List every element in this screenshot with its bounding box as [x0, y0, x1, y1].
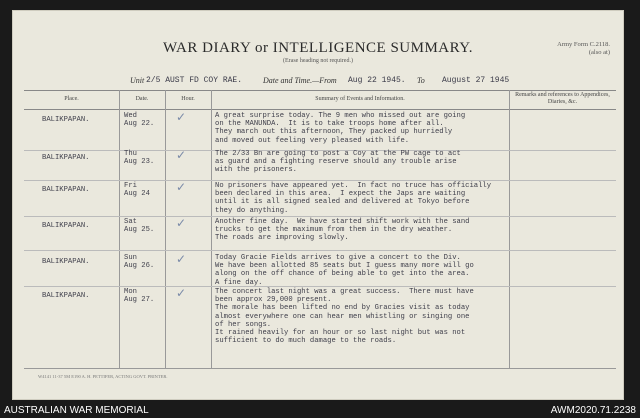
summary-line: trucks to get the maximum from them in the dry weather.	[215, 226, 453, 235]
summary-line: The 2/33 Bn are going to post a Coy at the PW cage to act	[215, 150, 461, 158]
summary-line: almost everywhere one can hear men whistling or singing one	[215, 312, 470, 321]
summary-line: Another fine day. We have started shift work with the sand	[215, 218, 470, 226]
summary-line: of her songs.	[215, 320, 272, 329]
entry-day: Mon	[124, 288, 137, 296]
handwritten-tick-icon: ✓	[176, 110, 187, 124]
column-divider	[165, 90, 166, 368]
diary-page	[12, 10, 624, 400]
handwritten-tick-icon: ✓	[176, 216, 187, 230]
row-divider	[24, 286, 616, 287]
army-form-line: Army Form C.2118.	[557, 41, 610, 48]
entry-date: Aug 27.	[124, 296, 155, 304]
unit-label: Unit	[130, 76, 145, 85]
summary-line: It rained heavily for an hour or so last night but was not	[215, 329, 466, 337]
summary-line: been approx 29,000 present.	[215, 296, 332, 305]
entry-day: Fri	[124, 182, 137, 190]
row-divider	[24, 180, 616, 181]
entry-date: Aug 23.	[124, 158, 155, 166]
column-header-hour: Hour.	[181, 96, 195, 102]
entry-date: Aug 26.	[124, 262, 155, 270]
to-label: To	[417, 76, 425, 85]
summary-line: The concert last night was a great success. There must have	[215, 288, 474, 296]
summary-line: We have been allotted 85 seats but I guess many more will go	[215, 262, 474, 271]
column-header-summary: Summary of Events and Information.	[315, 96, 405, 102]
entry-day: Sat	[124, 218, 137, 226]
entry-place: BALIKPAPAN.	[42, 258, 90, 266]
entry-day: Sun	[124, 254, 137, 262]
handwritten-tick-icon: ✓	[176, 286, 187, 300]
summary-line: they do anything.	[215, 206, 289, 215]
row-divider	[24, 216, 616, 217]
column-divider	[509, 90, 510, 368]
to-date-value: August 27 1945	[442, 76, 510, 85]
entry-place: BALIKPAPAN.	[42, 222, 90, 230]
entry-place: BALIKPAPAN.	[42, 154, 90, 162]
column-divider	[211, 90, 212, 368]
summary-line: until it is all signed sealed and delivered at Tokyo before	[215, 198, 470, 207]
from-date-value: Aug 22 1945.	[348, 76, 406, 85]
form-title: WAR DIARY or INTELLIGENCE SUMMARY.	[163, 40, 473, 56]
army-form-number	[557, 41, 610, 57]
summary-line: been declared in this area. I expect the Japs are waiting	[215, 190, 466, 199]
form-subtitle: (Erase heading not required.)	[283, 58, 353, 64]
summary-line: with the prisoners.	[215, 166, 297, 175]
handwritten-tick-icon: ✓	[176, 148, 187, 162]
summary-line: along on the off chance of being able to get into the area.	[215, 270, 470, 279]
summary-line: They march out this afternoon, They packed up hurriedly	[215, 128, 453, 137]
column-header-remarks: Remarks and references to Appendices, Diaries, &c.	[515, 92, 610, 105]
summary-line: A fine day.	[215, 278, 263, 287]
summary-line: and moved out feeling very pleased with life.	[215, 136, 410, 145]
summary-line: Today Gracie Fields arrives to give a concert to the Div.	[215, 254, 461, 262]
printer-imprint: W4141 11-37 5M E190 A. H. PETTIFER, ACTING GOVT. PRINTER.	[38, 374, 168, 379]
column-divider	[119, 90, 120, 368]
entry-place: BALIKPAPAN.	[42, 116, 90, 124]
handwritten-tick-icon: ✓	[176, 252, 187, 266]
summary-line: No prisoners have appeared yet. In fact no truce has officially	[215, 182, 492, 190]
entry-day: Thu	[124, 150, 137, 158]
entry-place: BALIKPAPAN.	[42, 186, 90, 194]
summary-line: The roads are improving slowly.	[215, 234, 349, 243]
column-header-date: Date.	[135, 96, 149, 102]
summary-line: on the MANUNDA. It is to take troops home after all.	[215, 120, 444, 129]
archive-reference: AWM2020.71.2238	[550, 405, 636, 416]
column-header-place: Place.	[64, 96, 79, 102]
handwritten-tick-icon: ✓	[176, 180, 187, 194]
entry-date: Aug 25.	[124, 226, 155, 234]
row-divider	[24, 250, 616, 251]
summary-line: The morale has been lifted no end by Gracies visit as today	[215, 304, 470, 313]
entry-date: Aug 24	[124, 190, 150, 198]
summary-line: sufficient to do much damage to the roads.	[215, 337, 397, 346]
army-form-subline: (also at)	[588, 49, 610, 56]
summary-line: A great surprise today. The 9 men who missed out are going	[215, 112, 466, 120]
summary-line: as guard and a fighting reserve should any trouble arise	[215, 158, 457, 167]
archive-caption: AUSTRALIAN WAR MEMORIAL	[4, 405, 149, 416]
entry-place: BALIKPAPAN.	[42, 292, 90, 300]
date-time-label: Date and Time.—From	[263, 76, 337, 85]
unit-value: 2/5 AUST FD COY RAE.	[146, 76, 243, 85]
table-bottom-line	[24, 368, 616, 369]
entry-date: Aug 22.	[124, 120, 155, 128]
entry-day: Wed	[124, 112, 137, 120]
